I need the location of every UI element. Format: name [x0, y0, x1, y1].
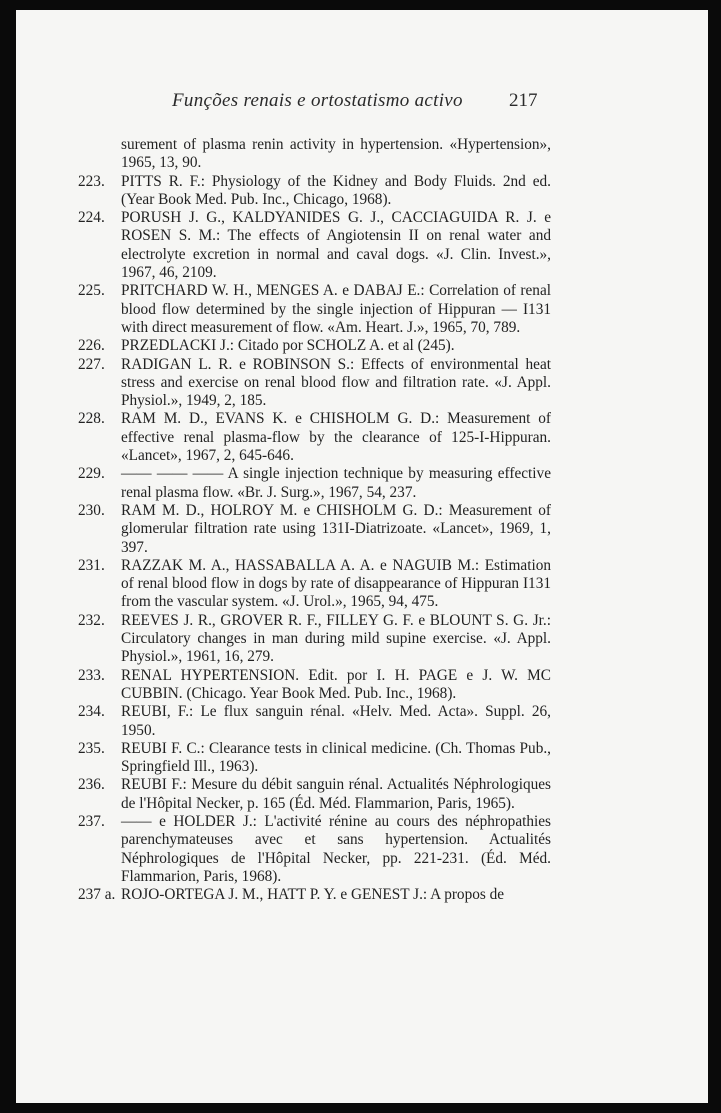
reference-entry: [16, 667, 708, 704]
reference-number: 233.: [78, 666, 105, 684]
reference-entry: [16, 776, 708, 813]
page-number: 217: [509, 90, 538, 111]
reference-entry: [16, 557, 708, 612]
document-page: [16, 10, 708, 1103]
reference-text: ROJO-ORTEGA J. M., HATT P. Y. e GENEST J.: A propos de: [121, 886, 505, 904]
reference-entry: [16, 356, 708, 411]
reference-text: RADIGAN L. R. e ROBINSON S.: Effects of environmental heat stress and exercise on renal blood flow and filtration rate. «J. Appl. Physiol.», 1949, 2, 185.: [121, 355, 551, 410]
reference-entry: [16, 612, 708, 667]
reference-number: 237 a.: [78, 886, 116, 904]
reference-number: 223.: [78, 172, 105, 190]
reference-number: 235.: [78, 739, 105, 757]
reference-entry: [16, 465, 708, 502]
reference-entry: [16, 886, 708, 904]
reference-text: RAZZAK M. A., HASSABALLA A. A. e NAGUIB M.: Estimation of renal blood flow in dogs by rate of disappearance of Hippuran I131 from the vascular system. «J. Urol.», 1965, 94, 475.: [121, 556, 551, 611]
reference-number: 231.: [78, 556, 105, 574]
reference-number: 230.: [78, 501, 105, 519]
page-header: [16, 90, 708, 116]
reference-text: REUBI, F.: Le flux sanguin rénal. «Helv. Med. Acta». Suppl. 26, 1950.: [121, 703, 551, 739]
reference-entry: [16, 813, 708, 886]
reference-number: 234.: [78, 703, 105, 721]
reference-text: PRITCHARD W. H., MENGES A. e DABAJ E.: Correlation of renal blood flow determined by the single injection of Hippuran — I131 with direct measurement of flow. «Am. Heart. J.», 1965, 70, 789.: [121, 282, 551, 336]
reference-text: REEVES J. R., GROVER R. F., FILLEY G. F. e BLOUNT S. G. Jr.: Circulatory changes in man during mild supine exercise. «J. Appl. Physiol.», 1961, 16, 279.: [121, 611, 551, 666]
reference-text: PRZEDLACKI J.: Citado por SCHOLZ A. et al (245).: [121, 337, 455, 355]
reference-entry: [16, 337, 708, 355]
reference-entry: [16, 703, 708, 740]
reference-number: 237.: [78, 812, 105, 830]
reference-list: [16, 136, 708, 904]
reference-number: 232.: [78, 611, 105, 629]
reference-entry: [16, 209, 708, 282]
reference-text: RENAL HYPERTENSION. Edit. por I. H. PAGE e J. W. MC CUBBIN. (Chicago. Year Book Med. Pub. Inc., 1968).: [121, 666, 551, 702]
reference-number: 229.: [78, 465, 105, 483]
reference-entry: [16, 740, 708, 777]
reference-text: REUBI F. C.: Clearance tests in clinical medicine. (Ch. Thomas Pub., Springfield Ill., 1963).: [121, 739, 551, 776]
reference-number: 226.: [78, 337, 105, 355]
reference-entry: [16, 136, 708, 173]
reference-text: —— e HOLDER J.: L'activité rénine au cours des néphropathies parenchymateuses avec et sans hypertension. Actualités Néphrologiques de l'Hôpital Necker, pp. 221-231. (Éd. Méd. Flammarion, Paris, 1968).: [121, 812, 551, 885]
reference-number: 228.: [78, 410, 105, 428]
reference-text: RAM M. D., HOLROY M. e CHISHOLM G. D.: Measurement of glomerular filtration rate using 131I-Diatrizoate. «Lancet», 1969, 1, 397.: [121, 501, 551, 556]
reference-entry: [16, 502, 708, 557]
reference-number: 224.: [78, 209, 105, 227]
reference-text: REUBI F.: Mesure du débit sanguin rénal. Actualités Néphrologiques de l'Hôpital Necker, p. 165 (Éd. Méd. Flammarion, Paris, 1965).: [121, 776, 551, 812]
reference-number: 225.: [78, 282, 105, 300]
reference-entry: [16, 173, 708, 210]
reference-number: 236.: [78, 776, 105, 794]
reference-text: PITTS R. F.: Physiology of the Kidney and Body Fluids. 2nd ed. (Year Book Med. Pub. Inc., Chicago, 1968).: [121, 172, 551, 208]
reference-entry: [16, 410, 708, 465]
reference-text: surement of plasma renin activity in hypertension. «Hypertension», 1965, 13, 90.: [121, 136, 551, 172]
reference-text: PORUSH J. G., KALDYANIDES G. J., CACCIAGUIDA R. J. e ROSEN S. M.: The effects of Angiotensin II on renal water and electrolyte excretion in normal and caval dogs. «J. Clin. Invest.», 1967, 46, 2109.: [121, 209, 551, 282]
reference-entry: [16, 282, 708, 337]
reference-text: RAM M. D., EVANS K. e CHISHOLM G. D.: Measurement of effective renal plasma-flow by the clearance of 125-I-Hippuran. «Lancet», 1967, 2, 645-646.: [121, 410, 551, 465]
reference-text: —— —— —— A single injection technique by measuring effective renal plasma flow. «Br. J. Surg.», 1967, 54, 237.: [121, 465, 551, 501]
running-title: Funções renais e ortostatismo activo: [172, 90, 463, 111]
reference-number: 227.: [78, 355, 105, 373]
